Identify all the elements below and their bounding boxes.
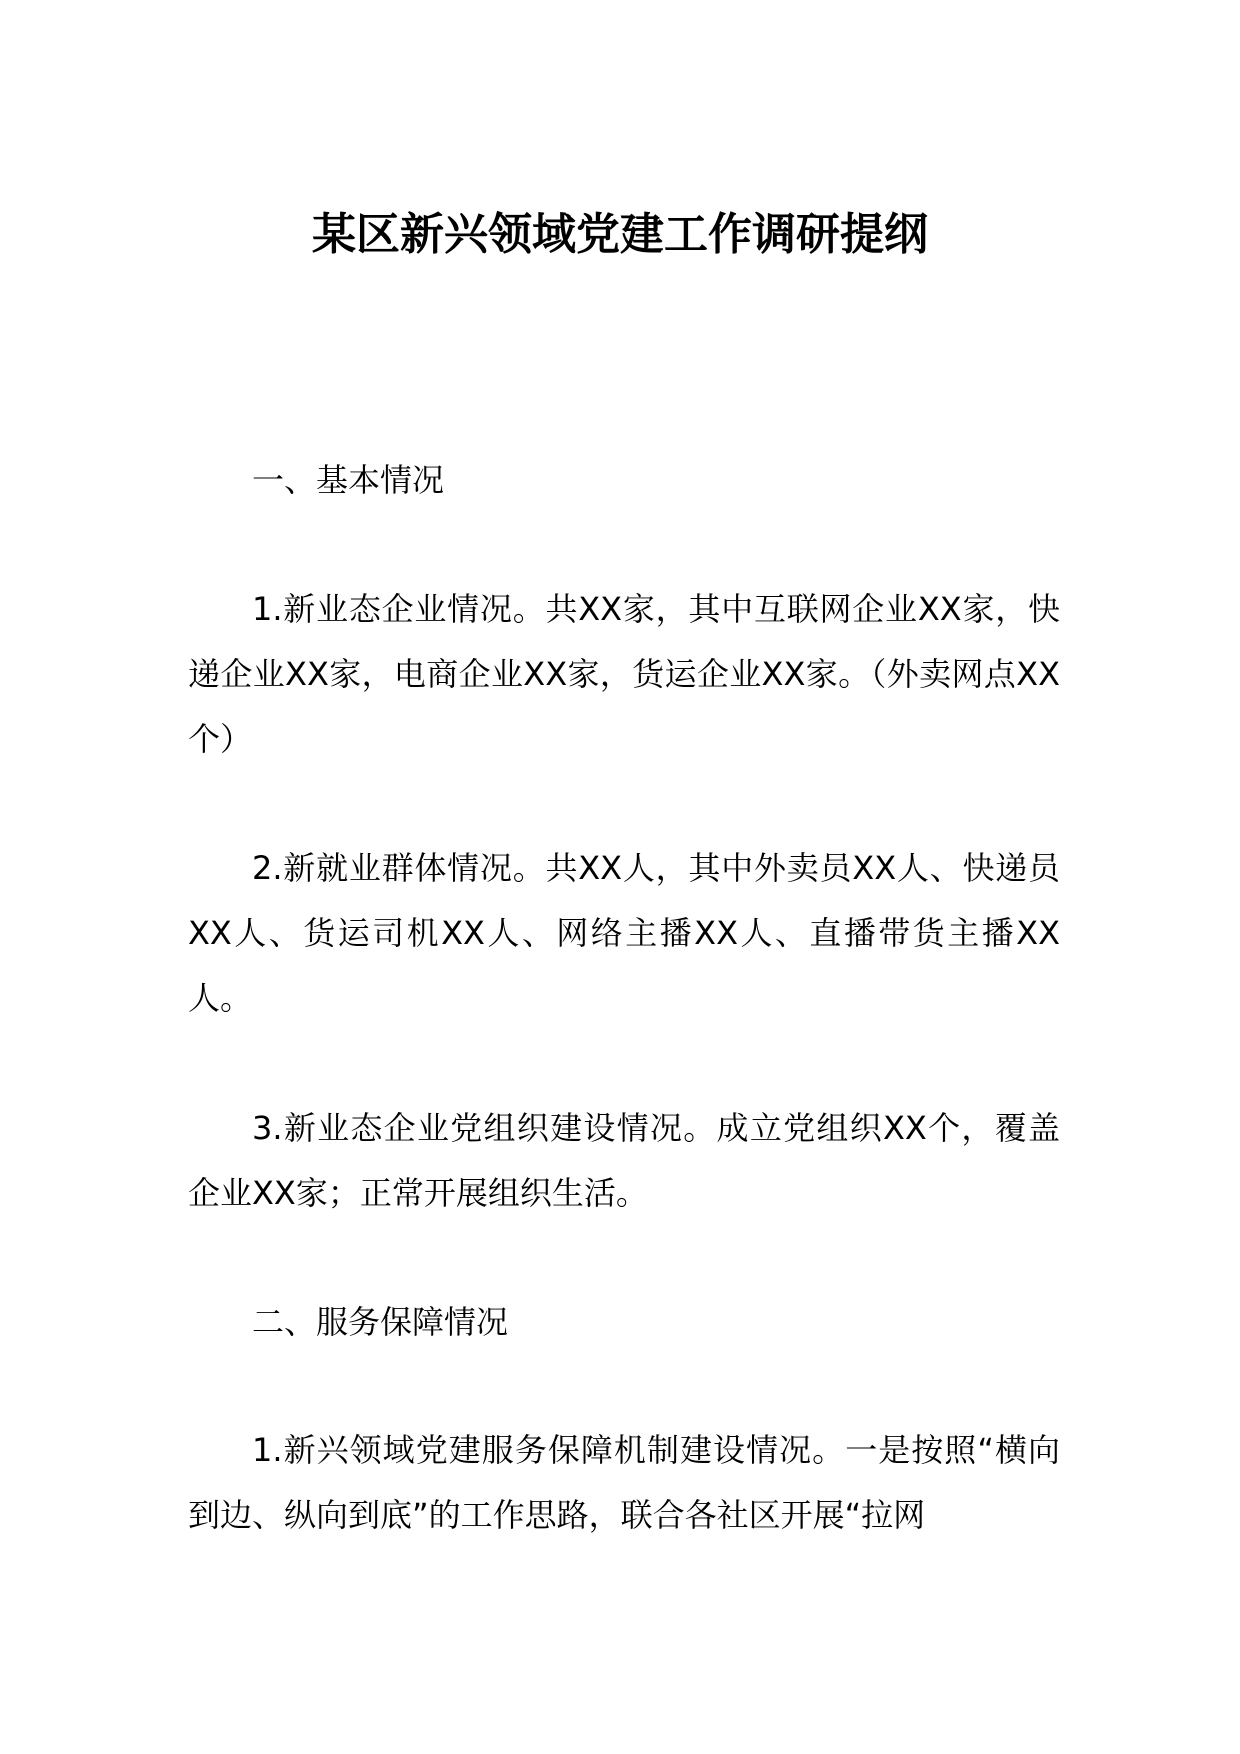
paragraph-enterprises: 1.新业态企业情况。共XX家，其中互联网企业XX家，快递企业XX家，电商企业XX家，货运企业XX家。（外卖网点XX个）	[188, 590, 1060, 758]
section-heading-basic: 一、基本情况	[252, 461, 445, 499]
paragraph-party-organization: 3.新业态企业党组织建设情况。成立党组织XX个，覆盖企业XX家；正常开展组织生活。	[188, 1109, 1060, 1212]
document-title: 某区新兴领域党建工作调研提纲	[312, 209, 928, 260]
paragraph-employment-groups: 2.新就业群体情况。共XX人，其中外卖员XX人、快递员XX人、货运司机XX人、网络主播XX人、直播带货主播XX人。	[188, 849, 1060, 1017]
paragraph-service-mechanism: 1.新兴领域党建服务保障机制建设情况。一是按照“横向到边、纵向到底”的工作思路，联合各社区开展“拉网	[188, 1431, 1060, 1534]
section-heading-service: 二、服务保障情况	[252, 1303, 509, 1341]
